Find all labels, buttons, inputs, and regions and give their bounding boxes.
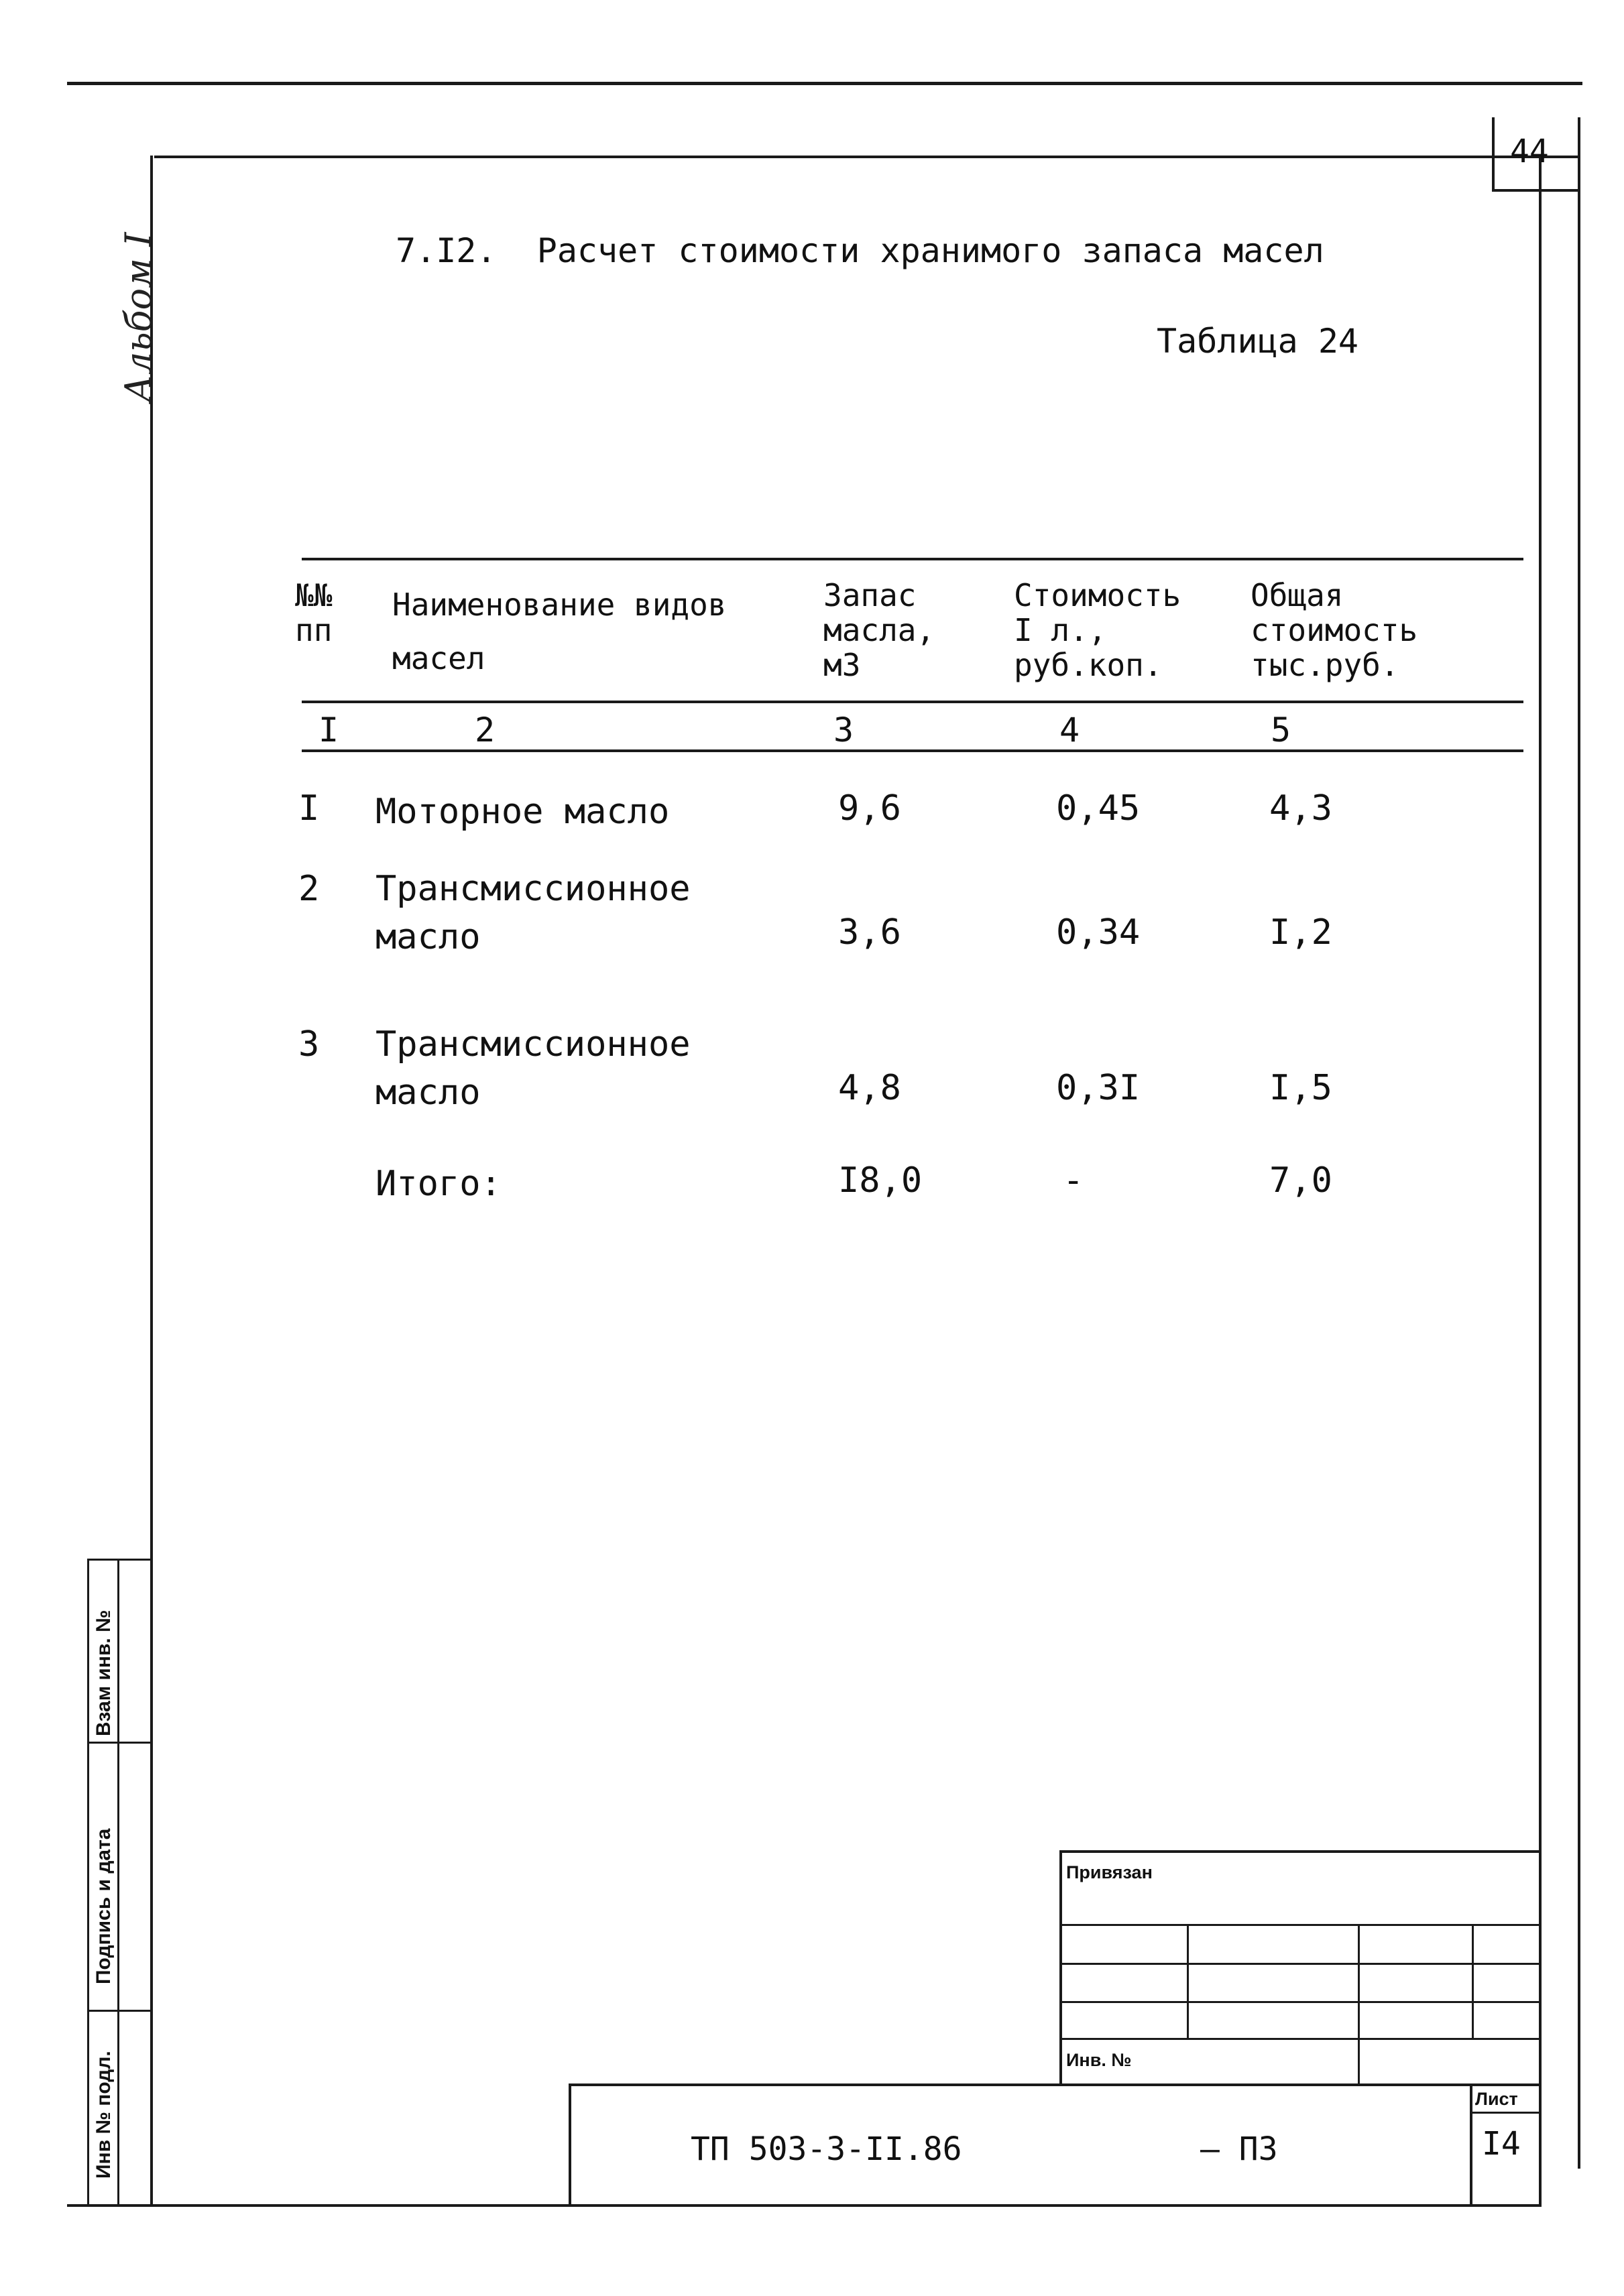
header-col-stock (823, 578, 935, 682)
header-col-total-line2: стоимость (1251, 612, 1418, 648)
row-1-stock: 9,6 (838, 788, 901, 829)
frame-right-line (1539, 156, 1542, 2207)
header-col-name-line1: Наименование видов (392, 587, 727, 623)
header-col-num-line2: пп (295, 612, 333, 648)
row-1-name: Моторное масло (375, 792, 670, 832)
colnum-3: 3 (833, 711, 854, 749)
row-1-price: 0,45 (1056, 788, 1141, 829)
title-block-sheet-divider (1470, 2083, 1472, 2206)
title-block-sheet-rule (1470, 2112, 1541, 2114)
total-label: Итого: (375, 1164, 502, 1204)
side-label-replace-inv: Взам инв. № (93, 1610, 115, 1736)
attach-block-rule-3 (1059, 2001, 1541, 2003)
total-stock: I8,0 (838, 1160, 923, 1201)
side-label-sign-date: Подпись и дата (93, 1828, 115, 1984)
sheet-label: Лист (1475, 2089, 1518, 2109)
document-code: ТП 503-3-II.86 (691, 2130, 962, 2168)
title-block-top (569, 2083, 1541, 2086)
colnum-4: 4 (1059, 711, 1080, 749)
row-3-total: I,5 (1269, 1068, 1332, 1108)
row-2-stock: 3,6 (838, 912, 901, 953)
side-strip-top (87, 1559, 152, 1561)
attach-block-col-1 (1187, 1924, 1189, 2038)
table-top-rule (302, 558, 1523, 560)
page-number: 44 (1510, 133, 1549, 170)
sheet-number: I4 (1482, 2125, 1521, 2163)
header-col-stock-line2: масла, (823, 612, 935, 648)
outer-right-line (1578, 117, 1580, 2169)
section-heading: 7.I2. Расчет стоимости хранимого запаса масел (396, 231, 1324, 270)
attach-block-rule-4 (1059, 2038, 1541, 2040)
row-3-name-line2: масло (375, 1073, 481, 1113)
colnum-1: I (318, 711, 339, 749)
colnum-5: 5 (1271, 711, 1291, 749)
attach-block-left (1059, 1850, 1062, 2085)
row-2-name-line1: Трансмиссионное (375, 869, 691, 909)
album-margin-note: Альбом I (117, 232, 160, 402)
row-3-num: 3 (298, 1024, 320, 1065)
page-number-box-left (1492, 117, 1495, 191)
side-label-inv-orig: Инв № подл. (93, 2051, 115, 2179)
row-3-name-line1: Трансмиссионное (375, 1024, 691, 1065)
row-1-total: 4,3 (1269, 788, 1332, 829)
top-edge-line (67, 82, 1582, 85)
side-strip-divider-1 (87, 1742, 152, 1744)
table-header-rule (302, 701, 1523, 703)
side-strip-inner (117, 1559, 119, 2206)
inv-no-label: Инв. № (1066, 2050, 1132, 2070)
header-col-stock-line1: Запас (823, 577, 917, 613)
header-col-price-line2: I л., (1014, 612, 1107, 648)
table-label: Таблица 24 (1157, 322, 1359, 361)
row-3-stock: 4,8 (838, 1068, 901, 1108)
attach-block-rule-2 (1059, 1963, 1541, 1965)
page-number-box-bottom (1492, 189, 1580, 192)
title-block-left (569, 2083, 571, 2206)
side-strip-left (87, 1559, 89, 2206)
table-colnum-rule (302, 749, 1523, 752)
header-col-price (1014, 578, 1181, 682)
attached-label: Привязан (1066, 1862, 1153, 1882)
attach-block-top (1059, 1850, 1541, 1853)
header-col-stock-line3: м3 (823, 647, 861, 683)
attach-block-rule-1 (1059, 1924, 1541, 1926)
frame-left-line (150, 156, 153, 2207)
header-col-total-line1: Общая (1251, 577, 1344, 613)
attach-block-col-2 (1358, 1924, 1360, 2085)
header-col-total-line3: тыс.руб. (1251, 647, 1399, 683)
row-2-price: 0,34 (1056, 912, 1141, 953)
row-2-num: 2 (298, 869, 320, 909)
frame-bottom-line (67, 2204, 1541, 2207)
header-col-num-line1: №№ (295, 577, 333, 613)
row-2-total: I,2 (1269, 912, 1332, 953)
header-col-price-line3: руб.коп. (1014, 647, 1163, 683)
header-col-name-line2: масел (392, 640, 485, 676)
attach-block-col-3 (1472, 1924, 1474, 2038)
row-3-price: 0,3I (1056, 1068, 1141, 1108)
header-col-name (392, 578, 727, 685)
colnum-2: 2 (475, 711, 496, 749)
header-col-total (1251, 578, 1417, 682)
row-2-name-line2: масло (375, 917, 481, 957)
frame-top-line (154, 156, 1579, 158)
total-total: 7,0 (1269, 1160, 1332, 1201)
header-col-num (295, 578, 332, 648)
side-strip-divider-2 (87, 2010, 152, 2012)
document-suffix: – ПЗ (1200, 2130, 1278, 2168)
header-col-price-line1: Стоимость (1014, 577, 1181, 613)
total-price: - (1063, 1160, 1084, 1201)
row-1-num: I (298, 788, 320, 829)
